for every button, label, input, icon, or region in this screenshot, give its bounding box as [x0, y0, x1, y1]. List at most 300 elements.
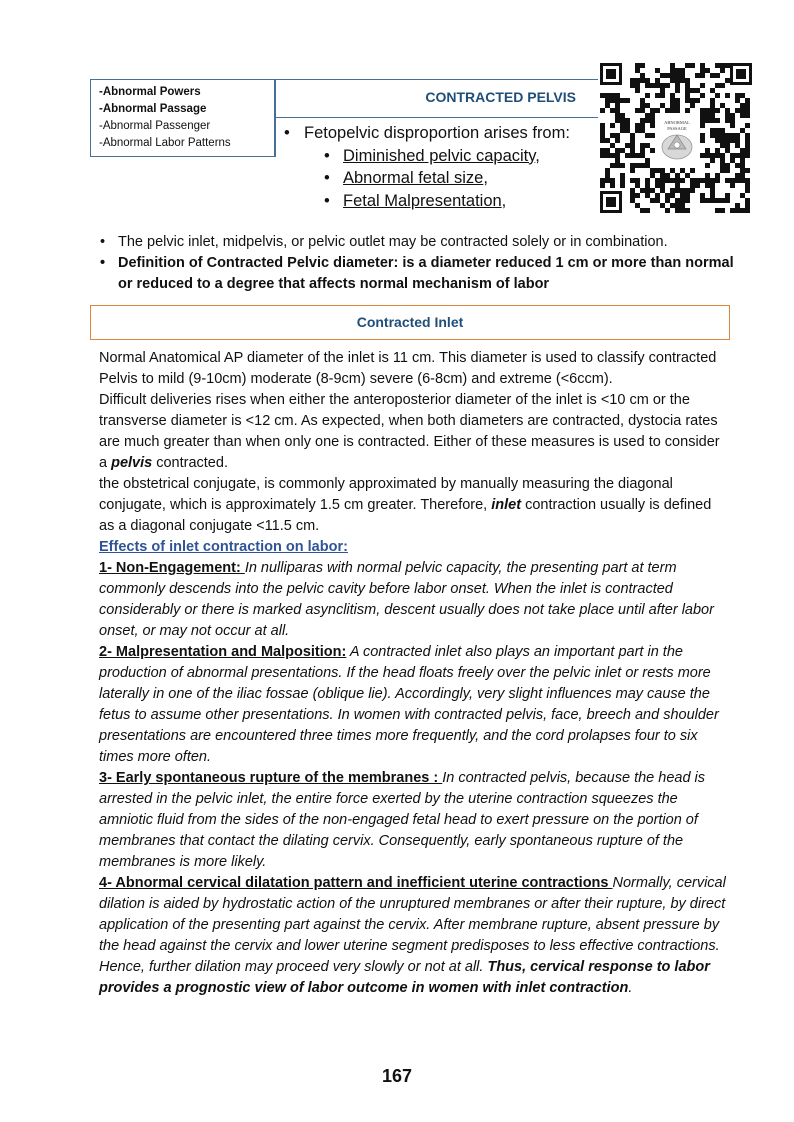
qr-module [740, 148, 745, 153]
qr-module [685, 93, 690, 98]
qr-module [615, 103, 620, 108]
qr-module [710, 103, 715, 108]
qr-module [615, 163, 620, 168]
qr-module [685, 188, 690, 193]
qr-module [620, 173, 625, 178]
qr-module [705, 178, 710, 183]
qr-module [640, 153, 645, 158]
qr-module [625, 143, 630, 148]
qr-module [740, 128, 745, 133]
qr-module [700, 68, 705, 73]
qr-module [710, 153, 715, 158]
qr-module [740, 158, 745, 163]
qr-module [610, 98, 615, 103]
paragraph-difficult-deliveries: Difficult deliveries rises when either the anteroposterior diameter of the inlet is <10 cm or the transverse diameter is <12 cm. As expected, when both diameters are contracted, dystocia rates are much greater than when only one is contracted. Either of these measures is used to consider a pelvis contracted. [99, 392, 720, 471]
qr-module [620, 183, 625, 188]
qr-module [745, 138, 750, 143]
qr-module [725, 133, 730, 138]
qr-module [665, 198, 670, 203]
qr-module [745, 208, 750, 213]
qr-module [725, 138, 730, 143]
qr-module [675, 103, 680, 108]
qr-module [615, 158, 620, 163]
qr-module [675, 188, 680, 193]
qr-module [600, 93, 605, 98]
qr-module [680, 198, 685, 203]
qr-module [645, 163, 650, 168]
qr-module [610, 178, 615, 183]
qr-module [685, 98, 690, 103]
qr-module [610, 108, 615, 113]
qr-module [645, 78, 650, 83]
qr-module [720, 68, 725, 73]
qr-module [685, 83, 690, 88]
qr-module [600, 133, 605, 138]
qr-module [655, 193, 660, 198]
qr-module [680, 208, 685, 213]
qr-module [635, 203, 640, 208]
qr-module [705, 153, 710, 158]
qr-module [660, 168, 665, 173]
qr-module [700, 83, 705, 88]
qr-module [620, 163, 625, 168]
qr-module [715, 153, 720, 158]
qr-module [725, 93, 730, 98]
qr-module [725, 78, 730, 83]
qr-module [705, 163, 710, 168]
qr-module [650, 133, 655, 138]
qr-module [650, 108, 655, 113]
effects-heading: Effects of inlet contraction on labor: [99, 539, 348, 555]
qr-module [720, 103, 725, 108]
abnormal-item: -Abnormal Passage [99, 103, 207, 115]
qr-module [660, 103, 665, 108]
qr-module [700, 138, 705, 143]
qr-code-icon[interactable] [598, 61, 754, 215]
qr-module [655, 168, 660, 173]
qr-module [630, 148, 635, 153]
qr-module [730, 178, 735, 183]
qr-module [670, 188, 675, 193]
svg-text:ABNORMAL: ABNORMAL [664, 120, 690, 125]
qr-module [625, 118, 630, 123]
qr-module [650, 168, 655, 173]
abnormal-item: -Abnormal Labor Patterns [99, 137, 231, 149]
qr-module [690, 168, 695, 173]
qr-module [655, 68, 660, 73]
qr-module [720, 133, 725, 138]
qr-module [725, 148, 730, 153]
qr-module [720, 153, 725, 158]
qr-module [735, 93, 740, 98]
qr-module [715, 208, 720, 213]
qr-module [740, 178, 745, 183]
qr-module [720, 63, 725, 68]
qr-module [655, 108, 660, 113]
qr-module [615, 93, 620, 98]
qr-module [660, 73, 665, 78]
qr-module [660, 178, 665, 183]
qr-module [705, 148, 710, 153]
qr-module [660, 188, 665, 193]
qr-module [710, 198, 715, 203]
qr-module [745, 188, 750, 193]
qr-module [715, 173, 720, 178]
qr-module [650, 118, 655, 123]
qr-module [600, 138, 605, 143]
intro-bullets [98, 232, 738, 295]
qr-module [705, 68, 710, 73]
qr-logo [656, 115, 698, 163]
definition-bullet: • Definition of Contracted Pelvic diameter: is a diameter reduced 1 cm or more than normal or reduced to a degree that affects normal mechanism of labor [98, 253, 738, 295]
qr-module [675, 68, 680, 73]
qr-module [740, 153, 745, 158]
qr-module [745, 123, 750, 128]
qr-module [630, 138, 635, 143]
qr-module [705, 113, 710, 118]
qr-module [610, 123, 615, 128]
qr-module [715, 138, 720, 143]
qr-module [680, 78, 685, 83]
qr-module [680, 168, 685, 173]
qr-module [600, 128, 605, 133]
qr-module [735, 178, 740, 183]
qr-module [675, 208, 680, 213]
effect-item: 2- Malpresentation and Malposition: A contracted inlet also plays an important part in the production of abnormal presentations. If the head floats freely over the pelvic inlet or rests more laterally in one of the iliac fossae (oblique lie). Accordingly, very slight influences may cause the fetus to assume other presentations. In women with contracted pelvis, face, breech and shoulder presentations are encountered three times more frequently, and the cord prolapses four to six times more often. [99, 644, 719, 765]
qr-module [685, 173, 690, 178]
qr-module [670, 78, 675, 83]
qr-module [615, 118, 620, 123]
qr-module [690, 103, 695, 108]
qr-module [645, 93, 650, 98]
intro-bullet: • The pelvic inlet, midpelvis, or pelvic outlet may be contracted solely or in combination. [98, 232, 738, 253]
qr-module [670, 98, 675, 103]
qr-module [630, 193, 635, 198]
qr-module [630, 188, 635, 193]
qr-module [665, 193, 670, 198]
qr-module [645, 103, 650, 108]
qr-module [685, 88, 690, 93]
qr-module [675, 98, 680, 103]
qr-module [640, 108, 645, 113]
qr-module [675, 108, 680, 113]
qr-module [720, 83, 725, 88]
qr-module [735, 133, 740, 138]
qr-module [730, 183, 735, 188]
qr-module [725, 113, 730, 118]
qr-module [660, 173, 665, 178]
qr-module [635, 68, 640, 73]
qr-module [660, 83, 665, 88]
qr-module [740, 163, 745, 168]
qr-module [740, 113, 745, 118]
qr-module [690, 88, 695, 93]
qr-module [660, 88, 665, 93]
qr-module [675, 198, 680, 203]
qr-module [695, 178, 700, 183]
qr-module [685, 198, 690, 203]
qr-module [700, 178, 705, 183]
qr-module [700, 123, 705, 128]
qr-module [745, 98, 750, 103]
qr-module [640, 188, 645, 193]
qr-module [725, 143, 730, 148]
qr-module [725, 108, 730, 113]
effect-item: 1- Non-Engagement: In nulliparas with normal pelvic capacity, the presenting part at term commonly descends into the pelvic cavity before labor onset. When the inlet is contracted considerably or there is marked asynclitism, descent usually does not take place until after labor onset, or may not occur at all. [99, 560, 714, 639]
page-title: CONTRACTED PELVIS [425, 89, 576, 105]
qr-module [670, 63, 675, 68]
qr-module [725, 118, 730, 123]
qr-module [625, 128, 630, 133]
qr-module [630, 163, 635, 168]
section-heading-contracted-inlet: Contracted Inlet [90, 305, 730, 340]
abnormal-factors-box [90, 79, 275, 157]
qr-module [650, 83, 655, 88]
qr-module [640, 123, 645, 128]
qr-module [740, 108, 745, 113]
qr-module [710, 128, 715, 133]
qr-module [715, 128, 720, 133]
section-body [99, 348, 729, 999]
qr-module [600, 178, 605, 183]
qr-module [650, 148, 655, 153]
qr-module [650, 123, 655, 128]
qr-module [670, 193, 675, 198]
qr-module [705, 118, 710, 123]
qr-module [645, 183, 650, 188]
qr-module [700, 153, 705, 158]
qr-module [730, 133, 735, 138]
qr-module [700, 73, 705, 78]
qr-module [660, 203, 665, 208]
qr-module [640, 148, 645, 153]
qr-module [740, 208, 745, 213]
fetopelvic-item: • Fetal Malpresentation, [324, 190, 570, 213]
qr-module [720, 128, 725, 133]
qr-module [655, 83, 660, 88]
qr-module [660, 183, 665, 188]
qr-module [720, 198, 725, 203]
qr-module [620, 178, 625, 183]
qr-module [705, 173, 710, 178]
qr-module [615, 113, 620, 118]
qr-module [705, 183, 710, 188]
qr-module [665, 73, 670, 78]
qr-module [640, 208, 645, 213]
qr-module [745, 153, 750, 158]
qr-module [670, 108, 675, 113]
qr-module [725, 168, 730, 173]
qr-module [635, 178, 640, 183]
qr-module [605, 148, 610, 153]
qr-module [600, 108, 605, 113]
header-divider-vertical [275, 79, 276, 157]
qr-module [700, 93, 705, 98]
qr-module [665, 173, 670, 178]
qr-module [670, 73, 675, 78]
qr-module [645, 158, 650, 163]
qr-module [710, 188, 715, 193]
qr-module [720, 138, 725, 143]
qr-module [645, 118, 650, 123]
qr-module [690, 98, 695, 103]
qr-module [730, 138, 735, 143]
qr-module [615, 108, 620, 113]
qr-module [625, 123, 630, 128]
qr-module [735, 208, 740, 213]
qr-module [610, 93, 615, 98]
qr-module [650, 173, 655, 178]
qr-module [625, 153, 630, 158]
qr-module [635, 78, 640, 83]
qr-module [645, 208, 650, 213]
qr-module [735, 153, 740, 158]
qr-module [605, 173, 610, 178]
qr-module [600, 148, 605, 153]
qr-module [745, 203, 750, 208]
qr-module [725, 63, 730, 68]
qr-module [640, 73, 645, 78]
qr-module [670, 103, 675, 108]
qr-module [745, 148, 750, 153]
qr-module [640, 103, 645, 108]
qr-module [605, 103, 610, 108]
qr-module [700, 133, 705, 138]
qr-module [630, 153, 635, 158]
qr-module [605, 93, 610, 98]
qr-module [740, 168, 745, 173]
qr-module [705, 108, 710, 113]
qr-module [640, 118, 645, 123]
abnormal-item: -Abnormal Powers [99, 86, 201, 98]
qr-module [735, 138, 740, 143]
qr-module [655, 78, 660, 83]
qr-module [655, 93, 660, 98]
qr-module [730, 123, 735, 128]
qr-module [700, 193, 705, 198]
qr-module [635, 63, 640, 68]
qr-module [700, 108, 705, 113]
qr-module [600, 183, 605, 188]
qr-module [675, 183, 680, 188]
qr-module [695, 73, 700, 78]
paragraph-obstetrical-conjugate: the obstetrical conjugate, is commonly approximated by manually measuring the diagonal conjugate, which is approximately 1.5 cm greater. Therefore, inlet contraction usually is defined as a diagonal conjugate <11.5 cm. [99, 476, 712, 534]
qr-module [685, 193, 690, 198]
qr-module [615, 153, 620, 158]
qr-module [735, 163, 740, 168]
qr-module [700, 113, 705, 118]
qr-module [635, 83, 640, 88]
qr-module [665, 83, 670, 88]
qr-module [620, 148, 625, 153]
qr-module [685, 208, 690, 213]
qr-module [605, 178, 610, 183]
fetopelvic-lead: • Fetopelvic disproportion arises from: [284, 122, 570, 145]
qr-module [655, 198, 660, 203]
qr-module [680, 193, 685, 198]
qr-module [680, 203, 685, 208]
header-divider-bottom [276, 117, 598, 118]
qr-module [700, 198, 705, 203]
qr-module [715, 133, 720, 138]
qr-module [635, 88, 640, 93]
header-divider-top [276, 79, 598, 80]
qr-module [645, 193, 650, 198]
qr-module [675, 83, 680, 88]
qr-module [635, 183, 640, 188]
qr-module [640, 63, 645, 68]
qr-module [715, 63, 720, 68]
qr-module [730, 158, 735, 163]
qr-module [620, 123, 625, 128]
fetopelvic-list [284, 122, 570, 212]
qr-module [710, 178, 715, 183]
qr-module [610, 143, 615, 148]
qr-module [740, 93, 745, 98]
qr-module [635, 163, 640, 168]
qr-module [715, 73, 720, 78]
qr-module [660, 93, 665, 98]
qr-module [735, 108, 740, 113]
qr-module [745, 178, 750, 183]
qr-module [745, 168, 750, 173]
qr-module [665, 208, 670, 213]
qr-module [620, 118, 625, 123]
qr-module [640, 143, 645, 148]
qr-module [665, 108, 670, 113]
qr-module [685, 78, 690, 83]
qr-module [610, 153, 615, 158]
qr-module [710, 193, 715, 198]
qr-module [740, 193, 745, 198]
abnormal-item: -Abnormal Passenger [99, 120, 211, 132]
qr-module [720, 143, 725, 148]
qr-module [615, 133, 620, 138]
qr-module [605, 153, 610, 158]
qr-module [630, 133, 635, 138]
qr-module [745, 183, 750, 188]
qr-module [715, 108, 720, 113]
qr-module [715, 93, 720, 98]
qr-module [720, 163, 725, 168]
qr-module [670, 168, 675, 173]
qr-module [640, 128, 645, 133]
qr-module [740, 103, 745, 108]
qr-module [700, 118, 705, 123]
qr-module [735, 98, 740, 103]
effect-item: 4- Abnormal cervical dilatation pattern and inefficient uterine contractions Normally, cervical dilation is aided by hydrostatic action of the unruptured membranes or after their rupture, by direct application of the presenting part against the cervix. After membrane rupture, absent pressure by the head against the cervix and lower uterine segment predisposes to less effective contractions. Hence, further dilation may proceed very slowly or not at all. Thus, cervical response to labor provides a prognostic view of labor outcome in women with inlet contraction. [99, 875, 726, 996]
qr-module [730, 118, 735, 123]
qr-module [605, 98, 610, 103]
qr-module [695, 98, 700, 103]
qr-module [715, 148, 720, 153]
qr-module [695, 88, 700, 93]
qr-module [745, 113, 750, 118]
qr-module [645, 188, 650, 193]
qr-module [710, 118, 715, 123]
qr-module [705, 198, 710, 203]
qr-module [680, 188, 685, 193]
qr-module [695, 183, 700, 188]
qr-module [730, 113, 735, 118]
qr-module [680, 73, 685, 78]
qr-module [640, 78, 645, 83]
qr-module [675, 73, 680, 78]
qr-module [675, 78, 680, 83]
qr-module [715, 118, 720, 123]
qr-module [605, 168, 610, 173]
qr-module [690, 63, 695, 68]
